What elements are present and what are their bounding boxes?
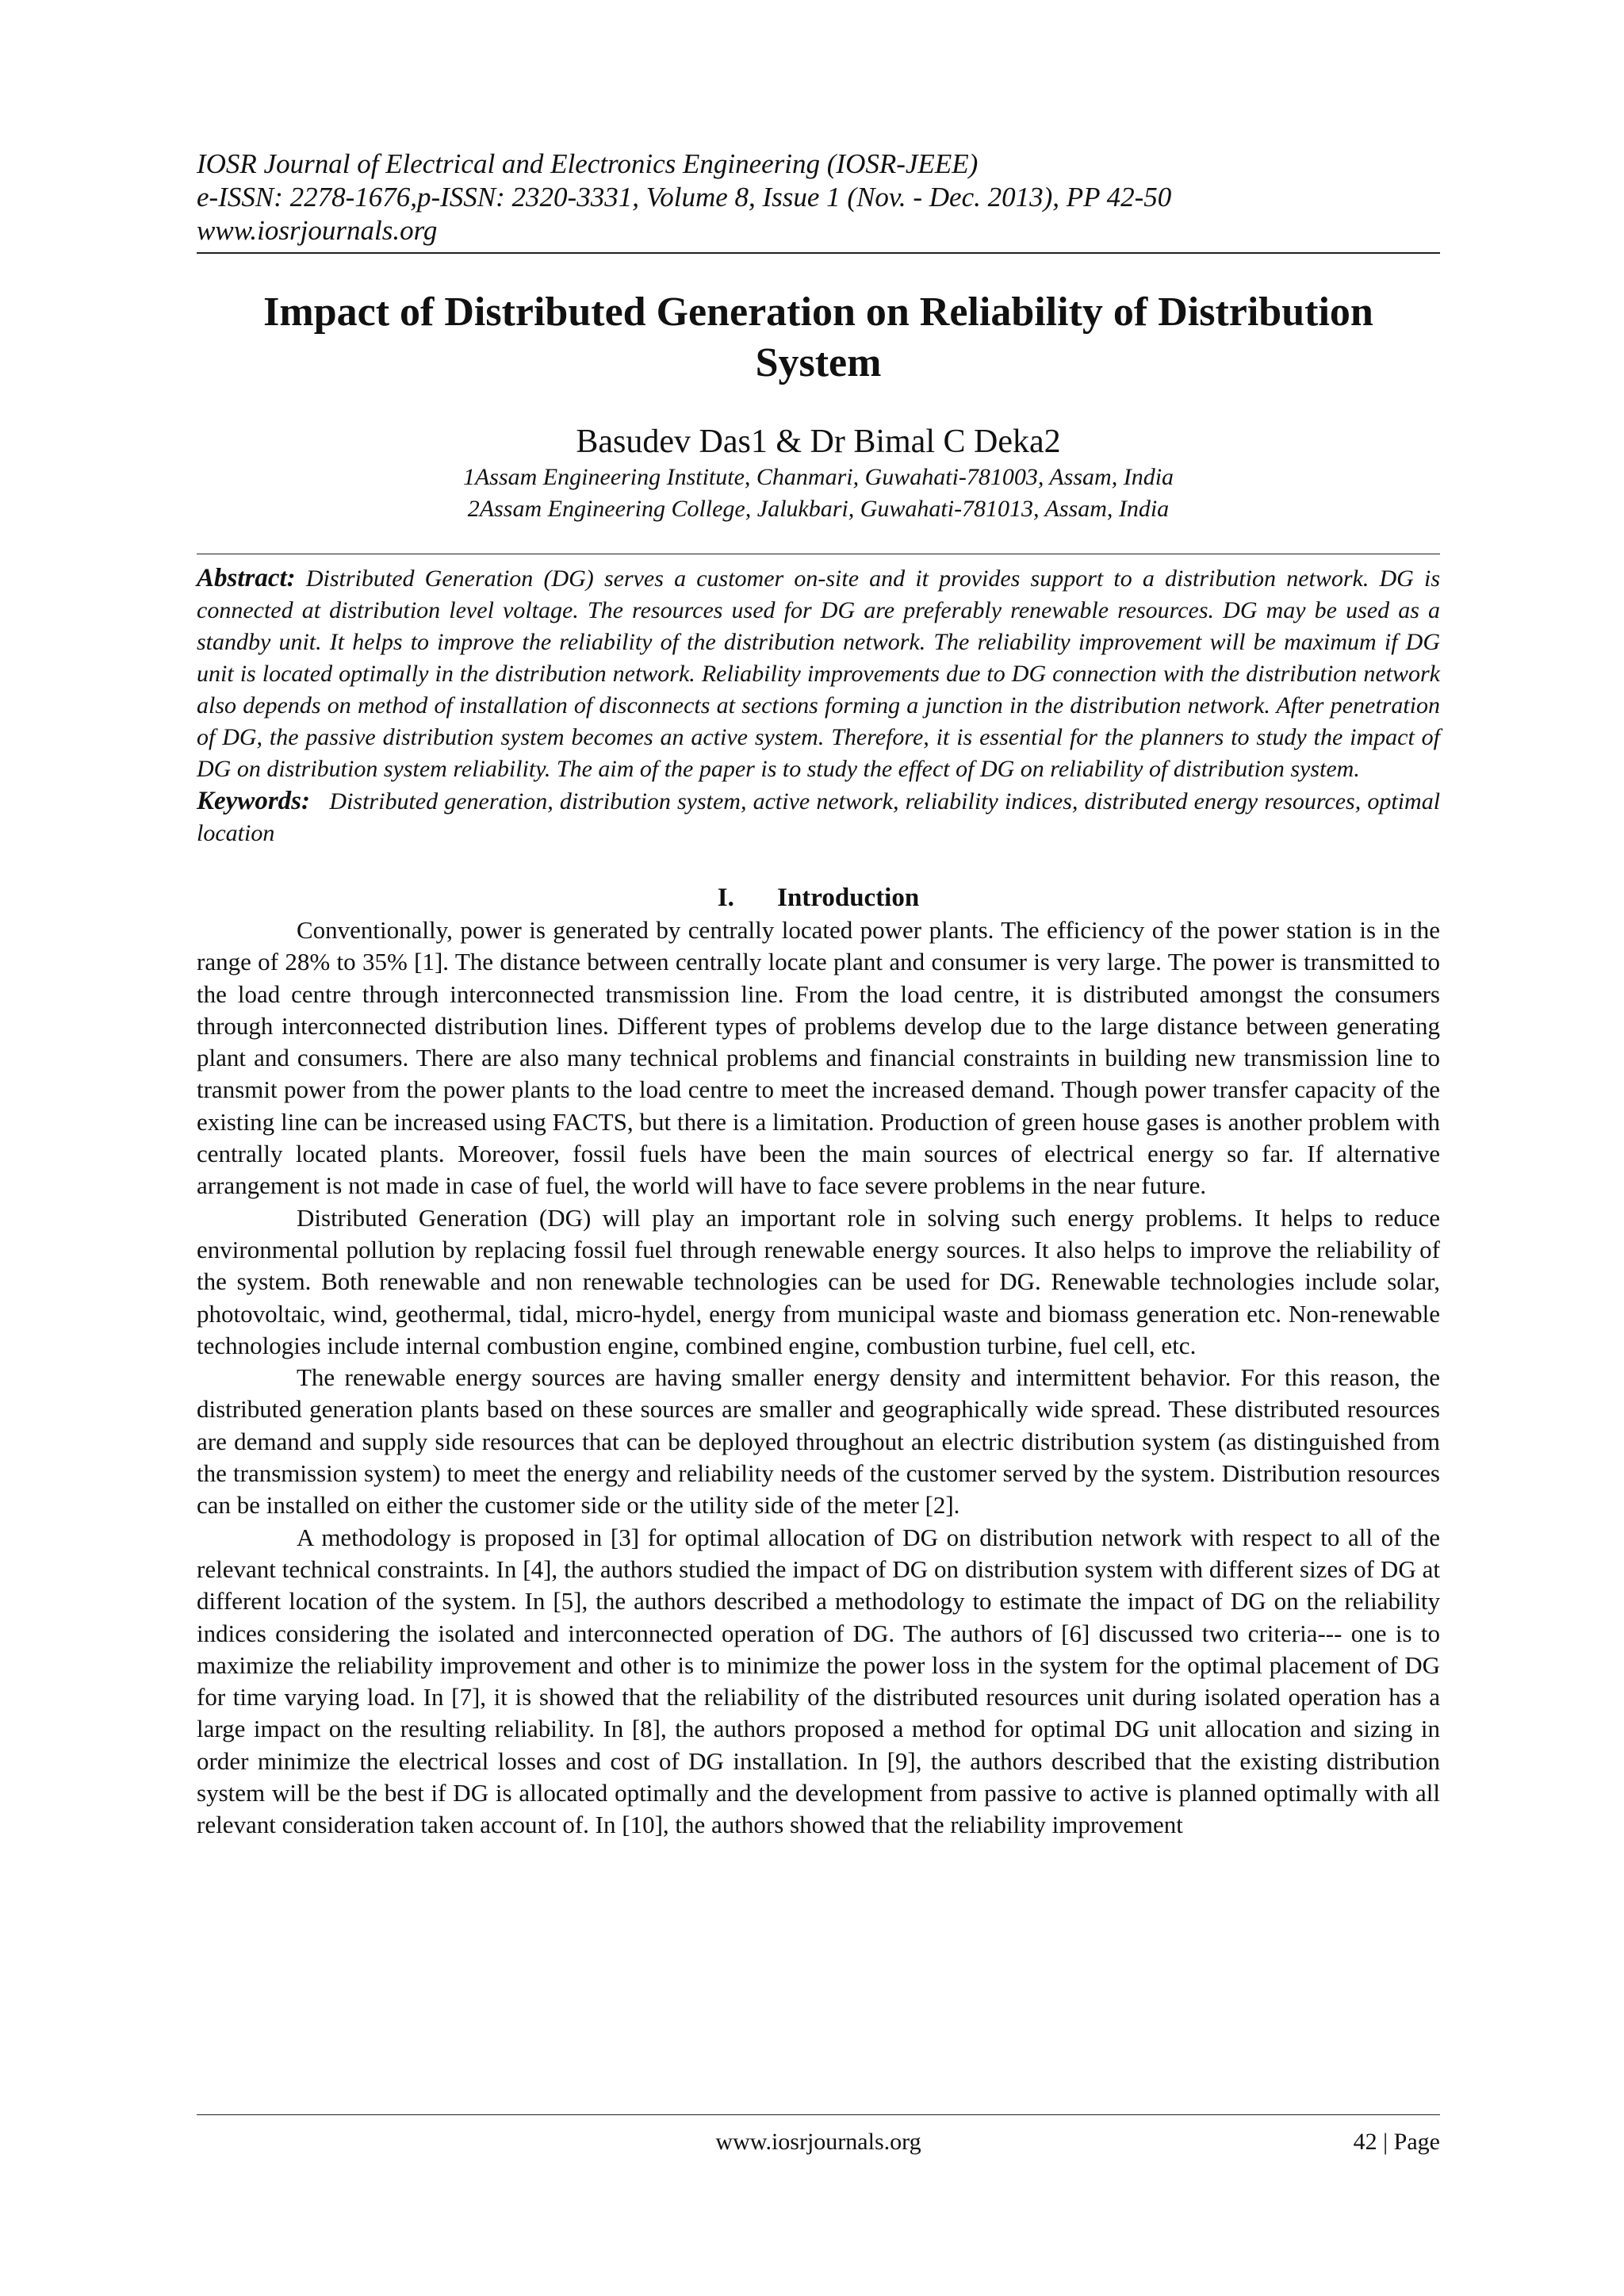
- footer-page-number: 42 | Page: [1353, 2129, 1440, 2155]
- footer-divider: [197, 2114, 1440, 2115]
- paper-authors: Basudev Das1 & Dr Bimal C Deka2: [576, 424, 1061, 460]
- abstract: [197, 562, 1440, 785]
- section-heading: [197, 881, 1440, 914]
- paper-title-line-1: Impact of Distributed Generation on Reliability of Distribution: [263, 289, 1373, 335]
- journal-header: [197, 148, 1440, 247]
- intro-paragraph-1: Conventionally, power is generated by centrally located power plants. The efficiency of the power station is in the range of 28% to 35% [1]. The distance between centrally locate plant and consumer is very large. The power is transmitted to the load centre through interconnected transmission line. From the load centre, it is distributed amongst the consumers through interconnected distribution lines. Different types of problems develop due to the large distance between generating plant and consumers. There are also many technical problems and financial constraints in building new transmission line to transmit power from the power plants to the load centre to meet the increased demand. Though power transfer capacity of the existing line can be increased using FACTS, but there is a limitation. Production of green house gases is another problem with centrally located plants. Moreover, fossil fuels have been the main sources of electrical energy so far. If alternative arrangement is not made in case of fuel, the world will have to face severe problems in the near future.: [197, 916, 1440, 1200]
- abstract-label: Abstract:: [197, 564, 296, 592]
- affiliation-1: 1Assam Engineering Institute, Chanmari, Guwahati-781003, Assam, India: [462, 464, 1174, 490]
- keywords-label: Keywords:: [197, 787, 310, 815]
- affiliation-2: 2Assam Engineering College, Jalukbari, Guwahati-781013, Assam, India: [467, 496, 1170, 522]
- paper-title: [197, 287, 1440, 389]
- header-divider: [197, 252, 1440, 254]
- keywords-text: Distributed generation, distribution system, active network, reliability indices, distributed energy resources, optimal location: [197, 788, 1441, 846]
- footer-website: www.iosrjournals.org: [715, 2129, 921, 2155]
- paper-page: [197, 148, 1440, 1842]
- paper-title-line-2: System: [755, 340, 882, 385]
- journal-website: www.iosrjournals.org: [197, 215, 438, 246]
- journal-issn-volume: e-ISSN: 2278-1676,p-ISSN: 2320-3331, Volume 8, Issue 1 (Nov. - Dec. 2013), PP 42-50: [197, 182, 1172, 213]
- journal-name: IOSR Journal of Electrical and Electronics Engineering (IOSR-JEEE): [197, 148, 979, 179]
- abstract-text: Distributed Generation (DG) serves a customer on-site and it provides support to a distribution network. DG is connected at distribution level voltage. The resources used for DG are preferably renewable resources. DG may be used as a standby unit. It helps to improve the reliability of the distribution network. The reliability improvement will be maximum if DG unit is located optimally in the distribution network. Reliability improvements due to DG connection with the distribution network also depends on method of installation of disconnects at sections forming a junction in the distribution network. After penetration of DG, the passive distribution system becomes an active system. Therefore, it is essential for the planners to study the impact of DG on distribution system reliability. The aim of the paper is to study the effect of DG on reliability of distribution system.: [197, 565, 1441, 782]
- keywords: [197, 785, 1440, 849]
- intro-paragraph-3: The renewable energy sources are having smaller energy density and intermittent behavior. For this reason, the distributed generation plants based on these sources are smaller and geographically wide spread. These distributed resources are demand and supply side resources that can be deployed throughout an electric distribution system (as distinguished from the transmission system) to meet the energy and reliability needs of the customer served by the system. Distribution resources can be installed on either the customer side or the utility side of the meter [2].: [197, 1363, 1440, 1520]
- page-footer: [197, 2114, 1440, 2160]
- footer-row: [197, 2126, 1440, 2160]
- intro-paragraph-2: Distributed Generation (DG) will play an important role in solving such energy problems. It helps to reduce environmental pollution by replacing fossil fuel through renewable energy sources. It also helps to improve the reliability of the system. Both renewable and non renewable technologies can be used for DG. Renewable technologies include solar, photovoltaic, wind, geothermal, tidal, micro-hydel, energy from municipal waste and biomass generation etc. Non-renewable technologies include internal combustion engine, combined engine, combustion turbine, fuel cell, etc.: [197, 1203, 1440, 1359]
- intro-paragraph-4: A methodology is proposed in [3] for optimal allocation of DG on distribution network with respect to all of the relevant technical constraints. In [4], the authors studied the impact of DG on distribution system with different sizes of DG at different location of the system. In [5], the authors described a methodology to estimate the impact of DG on the reliability indices considering the isolated and interconnected operation of DG. The authors of [6] discussed two criteria--- one is to maximize the reliability improvement and other is to minimize the power loss in the system for the optimal placement of DG for time varying load. In [7], it is showed that the reliability of the distributed resources unit during isolated operation has a large impact on the resulting reliability. In [8], the authors proposed a method for optimal DG unit allocation and sizing in order minimize the electrical losses and cost of DG installation. In [9], the authors described that the existing distribution system will be the best if DG is allocated optimally and the development from passive to active is planned optimally with all relevant consideration taken account of. In [10], the authors showed that the reliability improvement: [197, 1523, 1440, 1839]
- section-number: I.: [717, 884, 734, 912]
- section-title: Introduction: [777, 884, 920, 912]
